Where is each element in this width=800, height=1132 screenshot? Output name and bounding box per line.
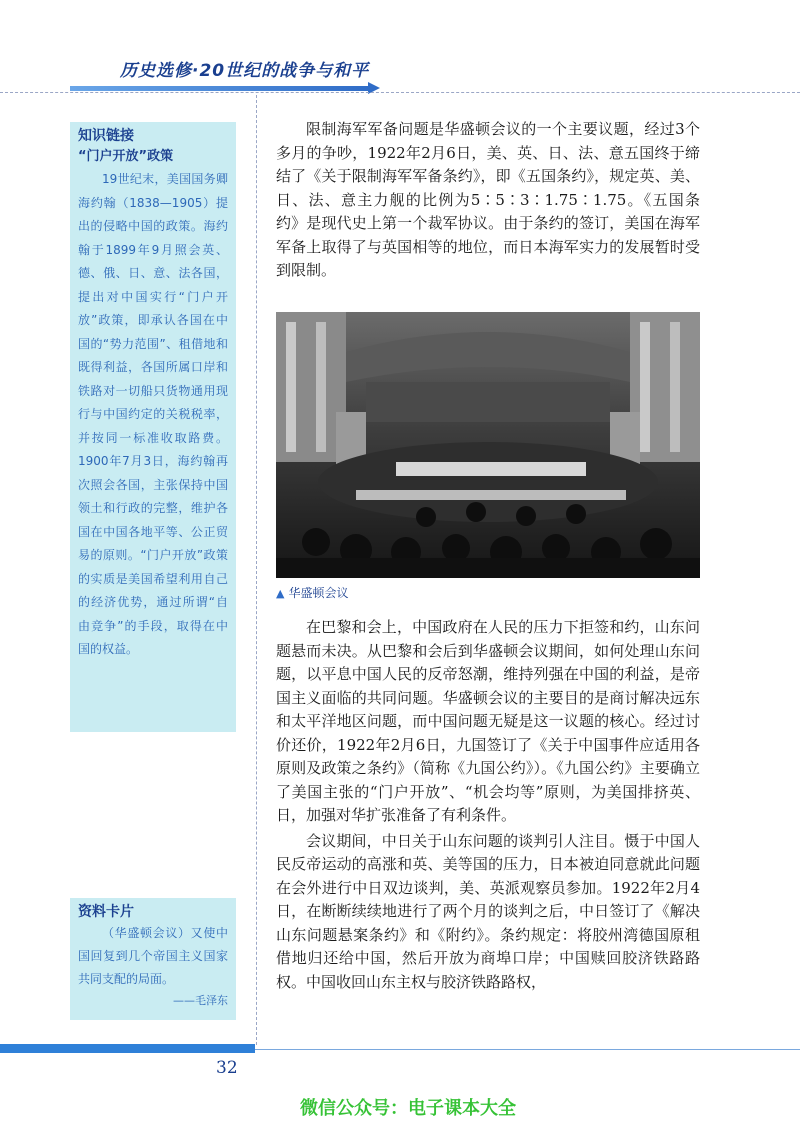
page-number: 32 [216, 1058, 238, 1078]
watermark-text: 微信公众号：电子课本大全 [300, 1098, 516, 1119]
caption-triangle-icon: ▲ [276, 587, 285, 600]
paragraph-naval-treaty: 限制海军军备问题是华盛顿会议的一个主要议题，经过3个多月的争吵，1922年2月6日，美、英、日、法、意五国终于缔结了《关于限制海军军备条约》，即《五国条约》，规定英、美、日、法、意主力舰的比例为5∶5∶3∶1.75∶1.75。《五国条约》是现代史上第一个裁军协议。由于条约的签订，美国在海军军备上取得了与英国相等的地位，而日本海军实力的发展暂时受到限制。 [276, 120, 700, 279]
paragraph-shandong-issue: 会议期间，中日关于山东问题的谈判引人注目。慑于中国人民反帝运动的高涨和英、美等国的压力，日本被迫同意就此问题在会外进行中日双边谈判，美、英派观察员参加。1922年2月4日，在断断续续地进行了两个月的谈判之后，中日签订了《解决山东问题悬案条约》和《附约》。条约规定：将胶州湾德国原租借地归还给中国，然后开放为商埠口岸；中国赎回胶济铁路路权。中国收回山东主权与胶济铁路路权， [276, 831, 700, 991]
washington-conference-photo [276, 312, 700, 578]
footer-rule [255, 1049, 800, 1050]
knowledge-link-text: 19世纪末，美国国务卿海约翰（1838—1905）提出的侵略中国的政策。海约翰于1899年9月照会英、德、俄、日、意、法各国，提出对中国实行“门户开放”政策，即承认各国在中国的“势力范围”、租借地和既得利益，各国所属口岸和铁路对一切船只货物通用现行与中国约定的关税税率，并按同一标准收取路费。1900年7月3日，海约翰再次照会各国，主张保持中国领土和行政的完整，维护各国在中国各地平等、公正贸易的原则。“门户开放”政策的实质是美国希望利用自己的经济优势，通过所谓“自由竞争”的手段，取得在中国的权益。 [78, 172, 228, 656]
knowledge-link-heading: 知识链接 [78, 128, 134, 144]
photo-caption-text: 华盛顿会议 [288, 586, 349, 600]
knowledge-link-subheading: “门户开放”政策 [78, 149, 174, 164]
main-text-bottom [276, 616, 700, 994]
knowledge-link-box [70, 122, 236, 732]
page-header-title: 历史选修·20世纪的战争与和平 [120, 61, 370, 81]
header-dashed-rule [0, 92, 800, 93]
data-card-box [70, 898, 236, 1020]
photo-caption [276, 584, 348, 601]
footer-accent-bar [0, 1044, 255, 1053]
data-card-text: （华盛顿会议）又使中国回复到几个帝国主义国家共同支配的局面。 [78, 926, 228, 986]
column-divider [256, 95, 257, 1045]
data-card-heading: 资料卡片 [78, 904, 134, 920]
data-card-source: ——毛泽东 [173, 994, 228, 1007]
conference-photo-illustration [276, 312, 700, 578]
main-text-top [276, 118, 700, 283]
header-accent-bar [70, 86, 370, 91]
paragraph-nine-power-treaty: 在巴黎和会上，中国政府在人民的压力下拒签和约，山东问题悬而未决。从巴黎和会后到华盛顿会议期间，如何处理山东问题，以平息中国人民的反帝怒潮，维持列强在中国的利益，是帝国主义面临的共同问题。华盛顿会议的主要目的是商讨解决远东和太平洋地区问题，而中国问题无疑是这一议题的核心。经过讨价还价，1922年2月6日，九国签订了《关于中国事件应适用各原则及政策之条约》（简称《九国公约》）。《九国公约》主要确立了美国主张的“门户开放”、“机会均等”原则，为美国排挤英、日，加强对华扩张准备了有利条件。 [276, 618, 700, 824]
